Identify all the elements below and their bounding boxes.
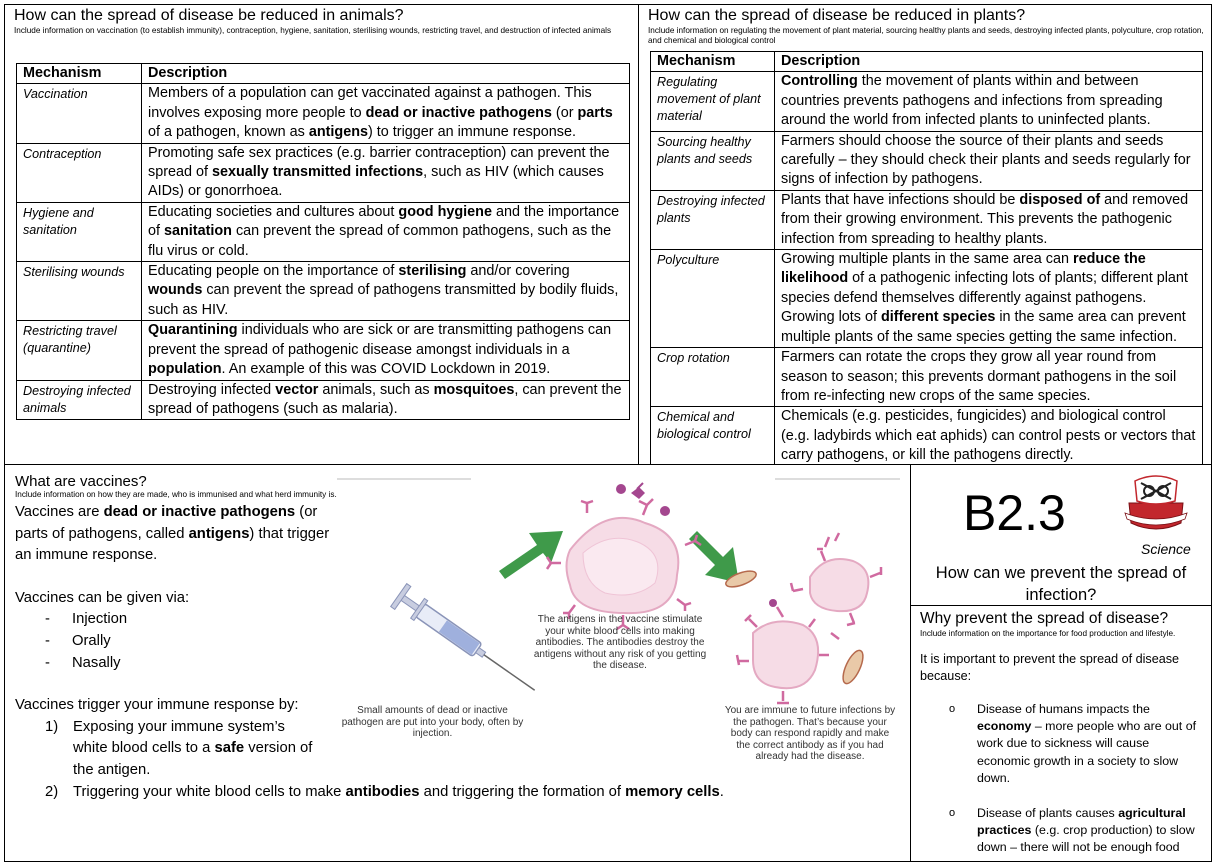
bold-term: vector [275, 381, 319, 398]
bold-term: economy [977, 719, 1032, 734]
text-run: in the same area can prevent multiple plants of the same species getting the same infection. [781, 309, 1186, 345]
mechanism-cell: Destroying infected animals [17, 380, 142, 420]
plants-table [650, 51, 1203, 465]
text-run: , can prevent the spread of pathogens (such as malaria). [148, 381, 622, 417]
bold-term: different species [880, 309, 996, 326]
text-run: Chemicals (e.g. pesticides, fungicides) and biological control (e.g. ladybirds which eat aphids) can control pests or vectors that carry pathogens, or kill the pathogens directly. [781, 408, 1196, 464]
bold-term: good hygiene [398, 203, 492, 220]
table-row [651, 250, 1203, 348]
description-cell [142, 143, 630, 202]
text-run: and removed from their growing environment. This prevents the pathogenic infection from spreading to healthy plants. [781, 191, 1189, 247]
text-run: Members of a population can get vaccinated against a pathogen. This involves exposing more people to [148, 85, 592, 121]
text-run: the movement of plants within and between countries prevents pathogens and infections from spreading around the world from infected plants to uninfected plants. [781, 73, 1163, 129]
bold-term: memory cells [625, 783, 720, 800]
mechanism-cell: Polyculture [651, 250, 775, 348]
topic-code: B2.3 [963, 485, 1066, 541]
list-item [949, 701, 1201, 787]
trigger-heading: Vaccines trigger your immune response by: [15, 697, 299, 714]
description-cell [142, 262, 630, 321]
description-cell [142, 202, 630, 261]
description-cell [775, 250, 1203, 348]
text-run: – more people who are out of work due to sickness will cause economic growth in a society to slow down. [977, 719, 1197, 785]
table-row [17, 84, 630, 143]
animals-subtitle: Include information on vaccination (to establish immunity), contraception, hygiene, sanitation, sterilising wounds, restricting travel, and destruction of infected animals [14, 26, 612, 35]
text-run: Triggering your white blood cells to make [73, 783, 346, 800]
school-crest-icon [1123, 473, 1189, 535]
text-run: can prevent the spread of pathogens transmitted by bodily fluids, such as HIV. [148, 282, 619, 318]
text-run: Vaccines are [15, 504, 104, 520]
table-row [651, 348, 1203, 407]
caption-left-text: Small amounts of dead or inactive pathogen are put into your body, often by injection. [341, 705, 524, 739]
text-run: . [719, 783, 724, 800]
mechanism-cell: Regulating movement of plant material [651, 72, 775, 131]
description-cell [775, 131, 1203, 190]
bold-term: dead or inactive pathogens [365, 104, 552, 121]
bold-term: disposed of [1019, 191, 1101, 208]
table-row [651, 407, 1203, 465]
text-run: Farmers can rotate the crops they grow all year round from season to season; this prevents dormant pathogens in the soil from re-infecting new crops of the same species. [781, 349, 1177, 404]
plants-section [638, 4, 1212, 465]
subject-label: Science [1141, 541, 1191, 557]
bold-term: antigens [308, 124, 368, 141]
animals-section [4, 4, 639, 465]
trigger-step [45, 782, 724, 804]
text-run: Educating people on the importance of [148, 263, 399, 280]
text-run: and/or covering [466, 263, 570, 280]
bold-term: sexually transmitted infections [212, 164, 424, 181]
mechanism-cell: Destroying infected plants [651, 190, 775, 249]
given-via-list [45, 609, 345, 674]
description-cell [142, 84, 630, 143]
text-run: and the importance of [148, 203, 620, 240]
table-row [651, 131, 1203, 190]
animals-table-header [17, 64, 630, 84]
vaccination-diagram [325, 465, 905, 861]
white-blood-cell-icon [547, 499, 701, 629]
trigger-step [45, 717, 315, 782]
vaccines-section [4, 464, 911, 862]
text-run: version of the antigen. [73, 740, 313, 778]
description-cell [775, 72, 1203, 131]
list-item [949, 805, 1201, 857]
bold-term: population [148, 361, 222, 378]
text-run: (or [551, 104, 578, 121]
text-run: of a pathogen, known as [148, 124, 309, 141]
plants-title: How can the spread of disease be reduced in plants? [648, 7, 1026, 24]
text-run: Disease of humans impacts the [977, 702, 1150, 716]
mechanism-header: Mechanism [651, 52, 775, 72]
step-number: 2) [45, 783, 59, 800]
text-run: of a pathogenic infecting lots of plants; different plant species defend themselves differently against pathogens. Growing lots of [781, 270, 1188, 326]
arrow-icon [499, 531, 563, 579]
mechanism-cell: Restricting travel (quarantine) [17, 321, 142, 380]
immune-cell-icon [737, 549, 881, 703]
bold-term: antibodies [345, 783, 420, 800]
description-cell [775, 348, 1203, 407]
animals-table-body [17, 84, 630, 420]
why-intro: It is important to prevent the spread of disease because: [920, 652, 1180, 683]
text-run: Destroying infected [148, 381, 276, 398]
caption-middle-text: The antigens in the vaccine stimulate your white blood cells into making antibodies. The antibodies destroy the antigens without any risk of you getting the disease. [533, 614, 707, 671]
description-cell [142, 380, 630, 420]
table-row [651, 190, 1203, 249]
list-item: - Injection [45, 609, 345, 631]
antigen-icon [616, 483, 670, 516]
text-run: ) to trigger an immune response. [368, 124, 576, 141]
table-row [17, 380, 630, 420]
syringe-icon [391, 584, 543, 702]
plants-subtitle: Include information on regulating the movement of plant material, sourcing healthy plants and seeds, destroying infected plants, polyculture, crop rotation, and chemical and biological control [648, 26, 1204, 45]
animals-table [16, 63, 630, 420]
text-run: can prevent the spread of common pathogens, such as the flu virus or cold. [148, 223, 612, 259]
bold-term: dead or inactive pathogens [103, 504, 296, 520]
bold-term: Controlling [781, 73, 858, 90]
mechanism-header: Mechanism [17, 64, 142, 84]
description-cell [775, 190, 1203, 249]
list-item: - Orally [45, 631, 345, 653]
description-cell [775, 407, 1203, 465]
why-subtitle: Include information on the importance for food production and lifestyle. [920, 629, 1176, 638]
text-run: ) that trigger an immune response. [15, 525, 330, 564]
mechanism-cell: Hygiene and sanitation [17, 202, 142, 261]
bold-term: wounds [148, 282, 203, 299]
given-via-heading: Vaccines can be given via: [15, 589, 190, 606]
bold-term: safe [214, 740, 245, 757]
animals-title: How can the spread of disease be reduced in animals? [14, 7, 404, 24]
bold-term: Quarantining [148, 322, 238, 339]
why-title: Why prevent the spread of disease? [920, 610, 1169, 627]
table-row [17, 262, 630, 321]
mechanism-cell: Sourcing healthy plants and seeds [651, 131, 775, 190]
table-row [17, 143, 630, 202]
text-run: Growing multiple plants in the same area can [781, 251, 1073, 268]
table-row [17, 202, 630, 261]
bold-term: parts [577, 104, 613, 121]
mechanism-cell: Contraception [17, 143, 142, 202]
step-number: 1) [45, 718, 59, 735]
description-header: Description [775, 52, 1203, 72]
vaccines-subtitle: Include information on how they are made, who is immunised and what herd immunity is. [15, 490, 337, 499]
bold-term: mosquitoes [433, 381, 515, 398]
text-run: (or parts of pathogens, called [15, 504, 318, 542]
bold-term: agricultural practices [977, 806, 1186, 838]
table-row [17, 321, 630, 380]
text-run: Disease of plants causes [977, 806, 1119, 821]
plants-table-header [651, 52, 1203, 72]
mechanism-cell: Crop rotation [651, 348, 775, 407]
why-list [949, 701, 1201, 857]
bold-term: antigens [188, 525, 250, 542]
step-text [73, 719, 312, 778]
text-run: Plants that have infections should be [781, 191, 1020, 208]
bold-term: sterilising [398, 263, 467, 280]
bold-term: sanitation [164, 223, 232, 240]
text-run: Promoting safe sex practices (e.g. barrier contraception) can prevent the spread of [148, 144, 610, 181]
vaccines-title: What are vaccines? [15, 473, 147, 490]
caption-right-text: You are immune to future infections by the pathogen. That’s because your body can respond rapidly and make the correct antibody as if you had already had the disease. [724, 705, 896, 762]
text-run: (e.g. crop production) to slow down – there will not be enough food [977, 823, 1195, 855]
mechanism-cell: Sterilising wounds [17, 262, 142, 321]
mechanism-cell: Chemical and biological control [651, 407, 775, 465]
description-header: Description [142, 64, 630, 84]
list-item: - Nasally [45, 653, 345, 675]
topic-card [910, 464, 1212, 606]
text-run: and triggering the formation of [419, 783, 626, 800]
mechanism-cell: Vaccination [17, 84, 142, 143]
text-run: Farmers should choose the source of their plants and seeds carefully – they should check their plants and seeds regularly for signs of infection by pathogens. [781, 132, 1191, 188]
plants-table-body [651, 72, 1203, 465]
description-cell [142, 321, 630, 380]
text-run: . An example of this was COVID Lockdown in 2019. [221, 361, 551, 378]
text-run: Exposing your immune system’s white blood cells to a [73, 718, 285, 757]
bold-term: reduce the likelihood [781, 251, 1146, 287]
text-run: individuals who are sick or are transmitting pathogens can prevent the spread of pathogenic disease amongst individuals in a [148, 322, 612, 358]
table-row [651, 72, 1203, 131]
text-run: Educating societies and cultures about [148, 203, 399, 220]
why-section [910, 605, 1212, 862]
topic-question: How can we prevent the spread of infection? [935, 564, 1187, 604]
text-run: animals, such as [318, 381, 434, 398]
vaccines-intro [15, 502, 345, 567]
text-run: , such as HIV (which causes AIDs) or gonorrhoea. [148, 164, 604, 200]
